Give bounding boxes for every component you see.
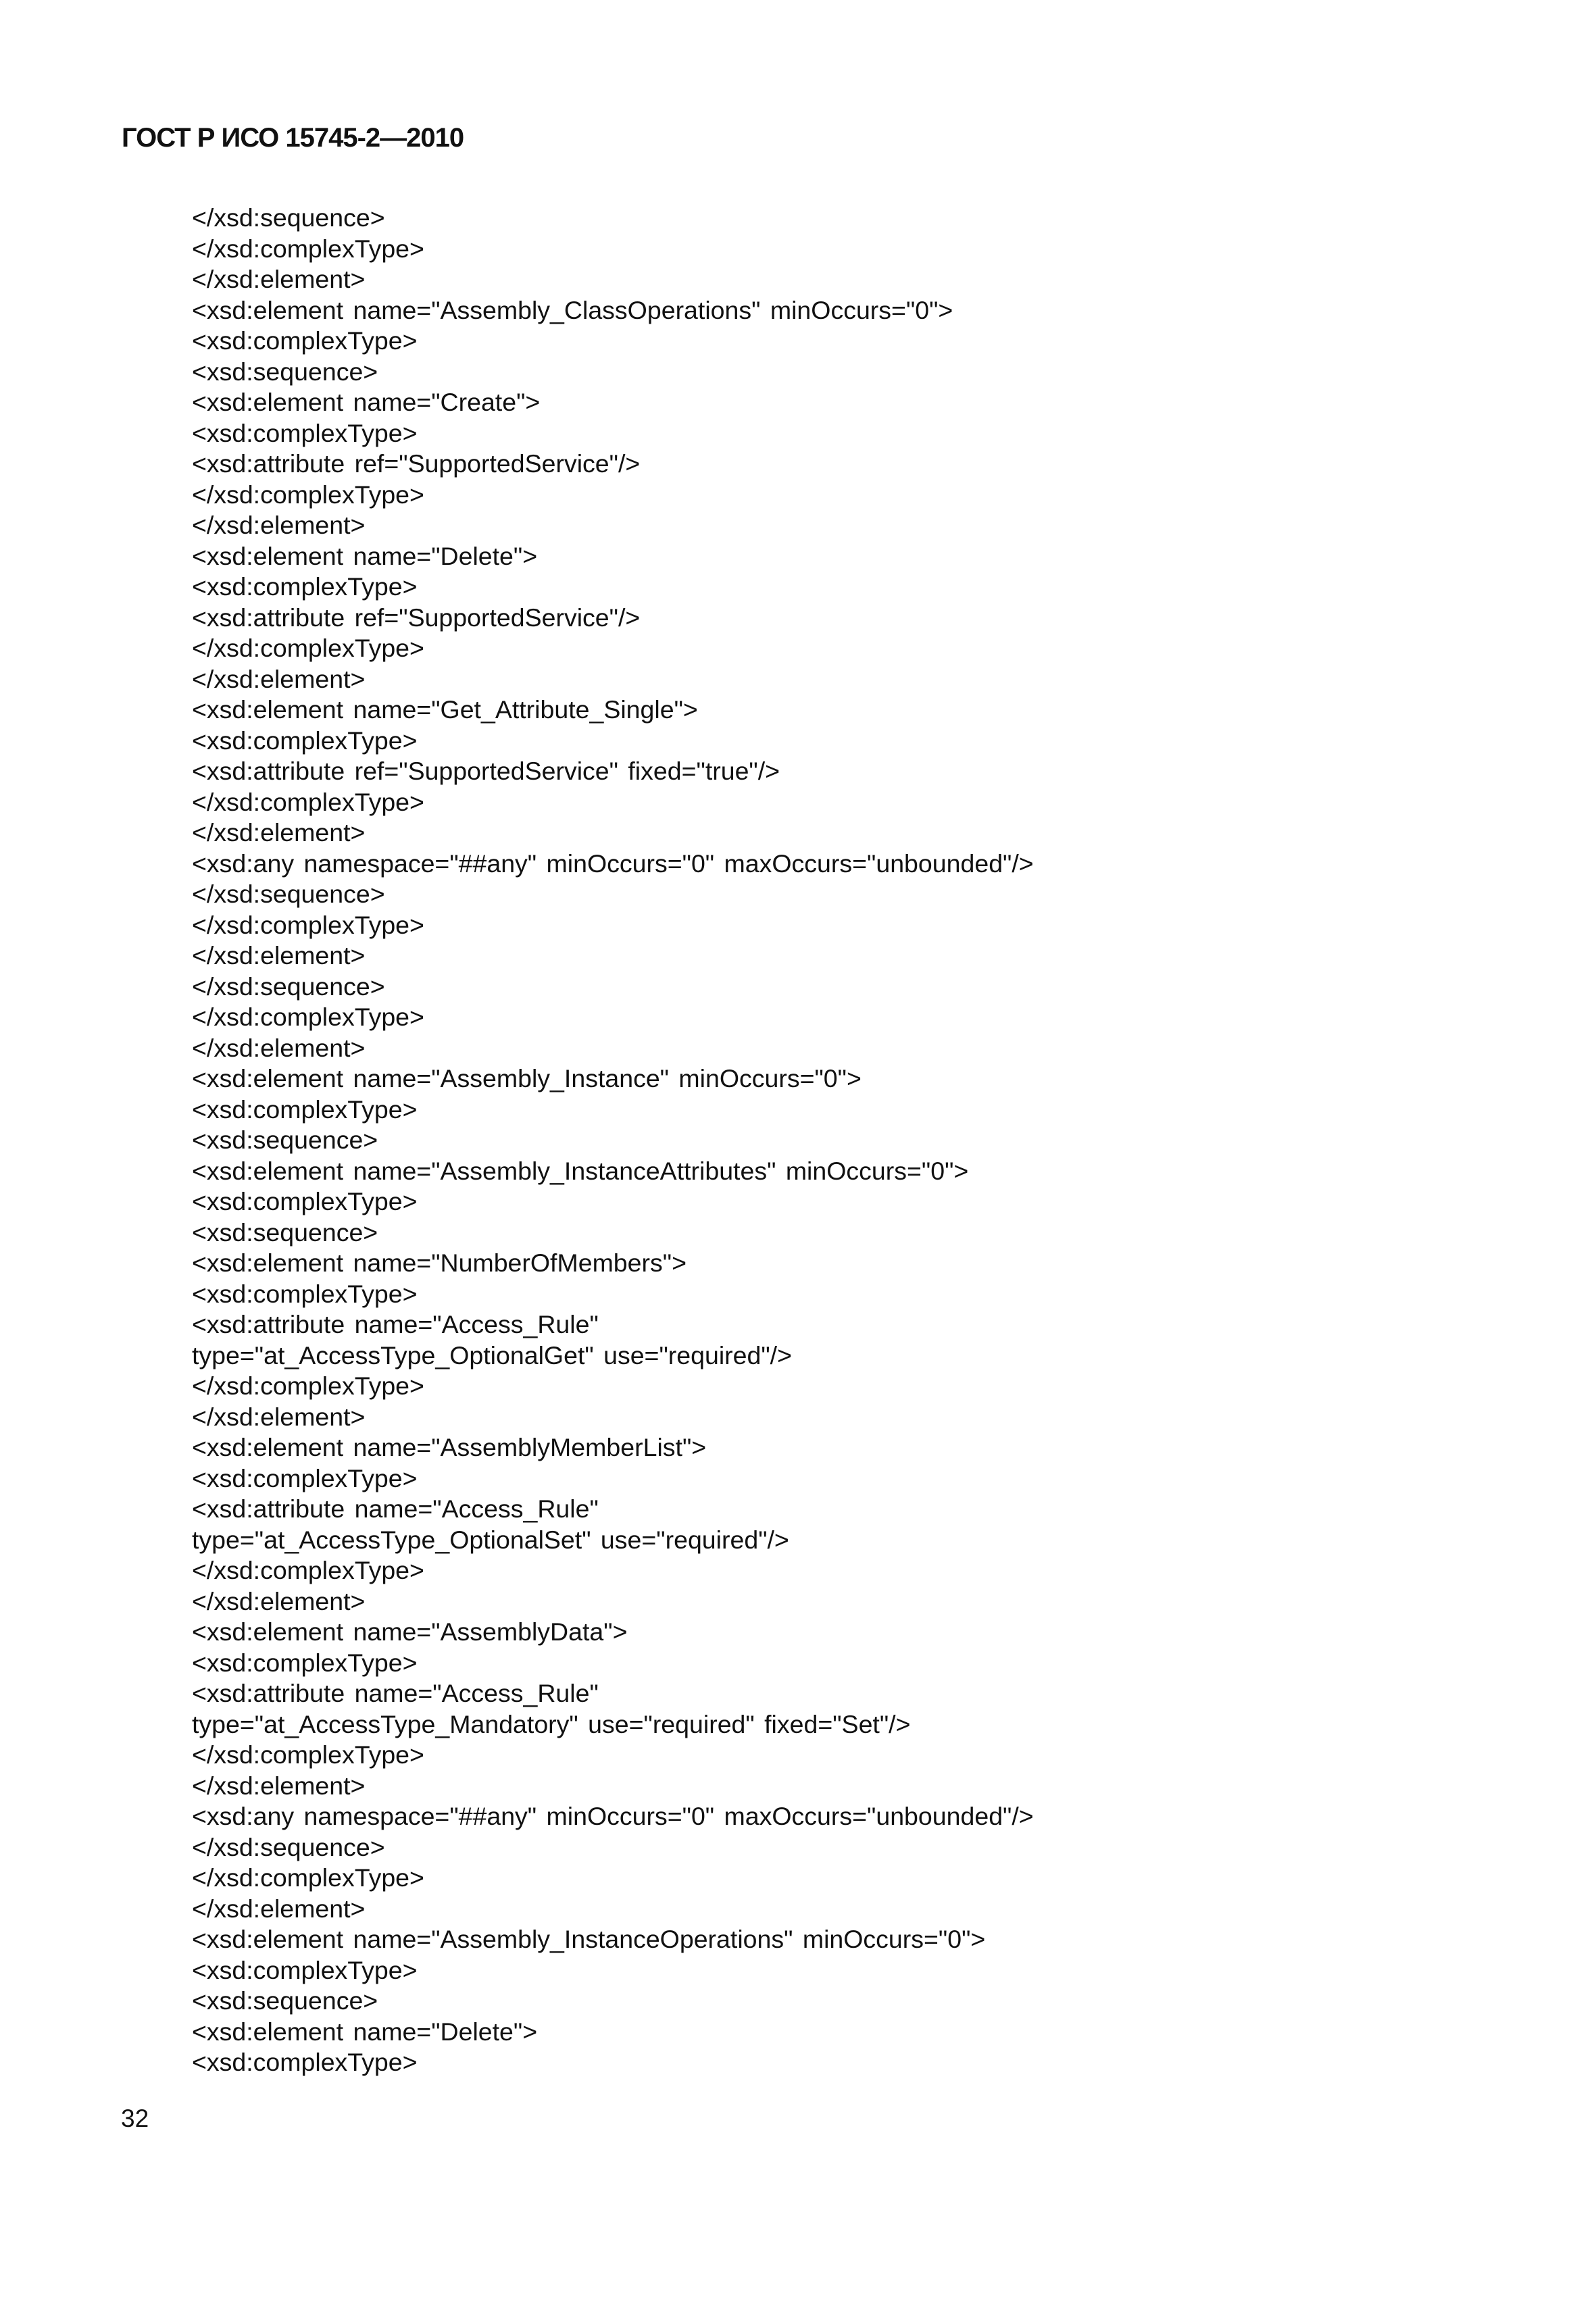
code-line: <xsd:element name="Assembly_InstanceOperations" minOccurs="0"> bbox=[192, 1925, 986, 1953]
code-line: <xsd:element name="Delete"> bbox=[192, 541, 538, 570]
code-line: <xsd:attribute name="Access_Rule" bbox=[192, 1310, 599, 1338]
code-line: </xsd:complexType> bbox=[192, 787, 424, 816]
code-line: </xsd:element> bbox=[192, 818, 366, 847]
code-line: <xsd:element name="Assembly_ClassOperations" minOccurs="0"> bbox=[192, 295, 953, 324]
code-line: <xsd:element name="Create"> bbox=[192, 388, 541, 416]
code-line: </xsd:sequence> bbox=[192, 1832, 385, 1861]
code-line: <xsd:complexType> bbox=[192, 1095, 418, 1124]
code-line: <xsd:attribute ref="SupportedService" fixed="true"/> bbox=[192, 757, 780, 785]
code-line: <xsd:complexType> bbox=[192, 1279, 418, 1308]
code-line: <xsd:complexType> bbox=[192, 418, 418, 447]
code-line: <xsd:element name="NumberOfMembers"> bbox=[192, 1249, 687, 1277]
code-line: </xsd:complexType> bbox=[192, 910, 424, 939]
code-line: </xsd:element> bbox=[192, 1771, 366, 1800]
code-line: type="at_AccessType_Mandatory" use="required" fixed="Set"/> bbox=[192, 1709, 911, 1738]
code-line: <xsd:element name="AssemblyMemberList"> bbox=[192, 1433, 707, 1461]
code-line: </xsd:sequence> bbox=[192, 972, 385, 1001]
code-line: <xsd:attribute name="Access_Rule" bbox=[192, 1494, 599, 1523]
code-line: <xsd:complexType> bbox=[192, 326, 418, 355]
code-line: </xsd:complexType> bbox=[192, 1372, 424, 1400]
code-line: </xsd:complexType> bbox=[192, 480, 424, 509]
code-line: <xsd:complexType> bbox=[192, 726, 418, 755]
code-line: type="at_AccessType_OptionalGet" use="required"/> bbox=[192, 1340, 792, 1369]
code-line: </xsd:complexType> bbox=[192, 1863, 424, 1892]
code-line: <xsd:attribute name="Access_Rule" bbox=[192, 1679, 599, 1707]
code-line: <xsd:sequence> bbox=[192, 1217, 378, 1247]
page-number: 32 bbox=[121, 2105, 149, 2132]
code-line: <xsd:attribute ref="SupportedService"/> bbox=[192, 603, 641, 632]
code-line: </xsd:element> bbox=[192, 941, 366, 970]
code-line: </xsd:element> bbox=[192, 1894, 366, 1923]
code-line: </xsd:element> bbox=[192, 1033, 366, 1062]
code-line: <xsd:element name="Get_Attribute_Single"> bbox=[192, 695, 698, 724]
code-line: </xsd:element> bbox=[192, 664, 366, 693]
xsd-code-block bbox=[192, 203, 1034, 2078]
code-line: </xsd:complexType> bbox=[192, 1740, 424, 1769]
code-line: </xsd:sequence> bbox=[192, 203, 385, 232]
code-line: </xsd:complexType> bbox=[192, 1003, 424, 1031]
code-line: type="at_AccessType_OptionalSet" use="required"/> bbox=[192, 1525, 789, 1554]
code-line: <xsd:attribute ref="SupportedService"/> bbox=[192, 449, 641, 478]
code-line: </xsd:complexType> bbox=[192, 1556, 424, 1584]
code-line: </xsd:element> bbox=[192, 265, 366, 293]
code-line: <xsd:sequence> bbox=[192, 357, 378, 386]
code-line: </xsd:complexType> bbox=[192, 234, 424, 263]
code-line: </xsd:element> bbox=[192, 511, 366, 539]
code-line: </xsd:element> bbox=[192, 1586, 366, 1615]
code-line: </xsd:sequence> bbox=[192, 880, 385, 908]
code-line: <xsd:element name="AssemblyData"> bbox=[192, 1617, 628, 1646]
code-line: </xsd:complexType> bbox=[192, 634, 424, 662]
code-line: <xsd:element name="Delete"> bbox=[192, 2017, 538, 2046]
code-line: <xsd:complexType> bbox=[192, 572, 418, 601]
code-line: <xsd:complexType> bbox=[192, 2048, 418, 2076]
code-line: <xsd:complexType> bbox=[192, 1648, 418, 1677]
code-line: <xsd:sequence> bbox=[192, 1986, 378, 2015]
code-line: <xsd:any namespace="##any" minOccurs="0" maxOccurs="unbounded"/> bbox=[192, 849, 1034, 878]
code-line: <xsd:complexType> bbox=[192, 1463, 418, 1492]
code-line: <xsd:element name="Assembly_InstanceAttributes" minOccurs="0"> bbox=[192, 1156, 969, 1185]
code-line: <xsd:any namespace="##any" minOccurs="0" maxOccurs="unbounded"/> bbox=[192, 1802, 1034, 1830]
code-line: <xsd:complexType> bbox=[192, 1955, 418, 1984]
code-line: <xsd:sequence> bbox=[192, 1126, 378, 1154]
code-line: </xsd:element> bbox=[192, 1402, 366, 1431]
document-header: ГОСТ Р ИСО 15745-2—2010 bbox=[122, 123, 464, 153]
code-line: <xsd:element name="Assembly_Instance" minOccurs="0"> bbox=[192, 1064, 862, 1092]
code-line: <xsd:complexType> bbox=[192, 1187, 418, 1215]
